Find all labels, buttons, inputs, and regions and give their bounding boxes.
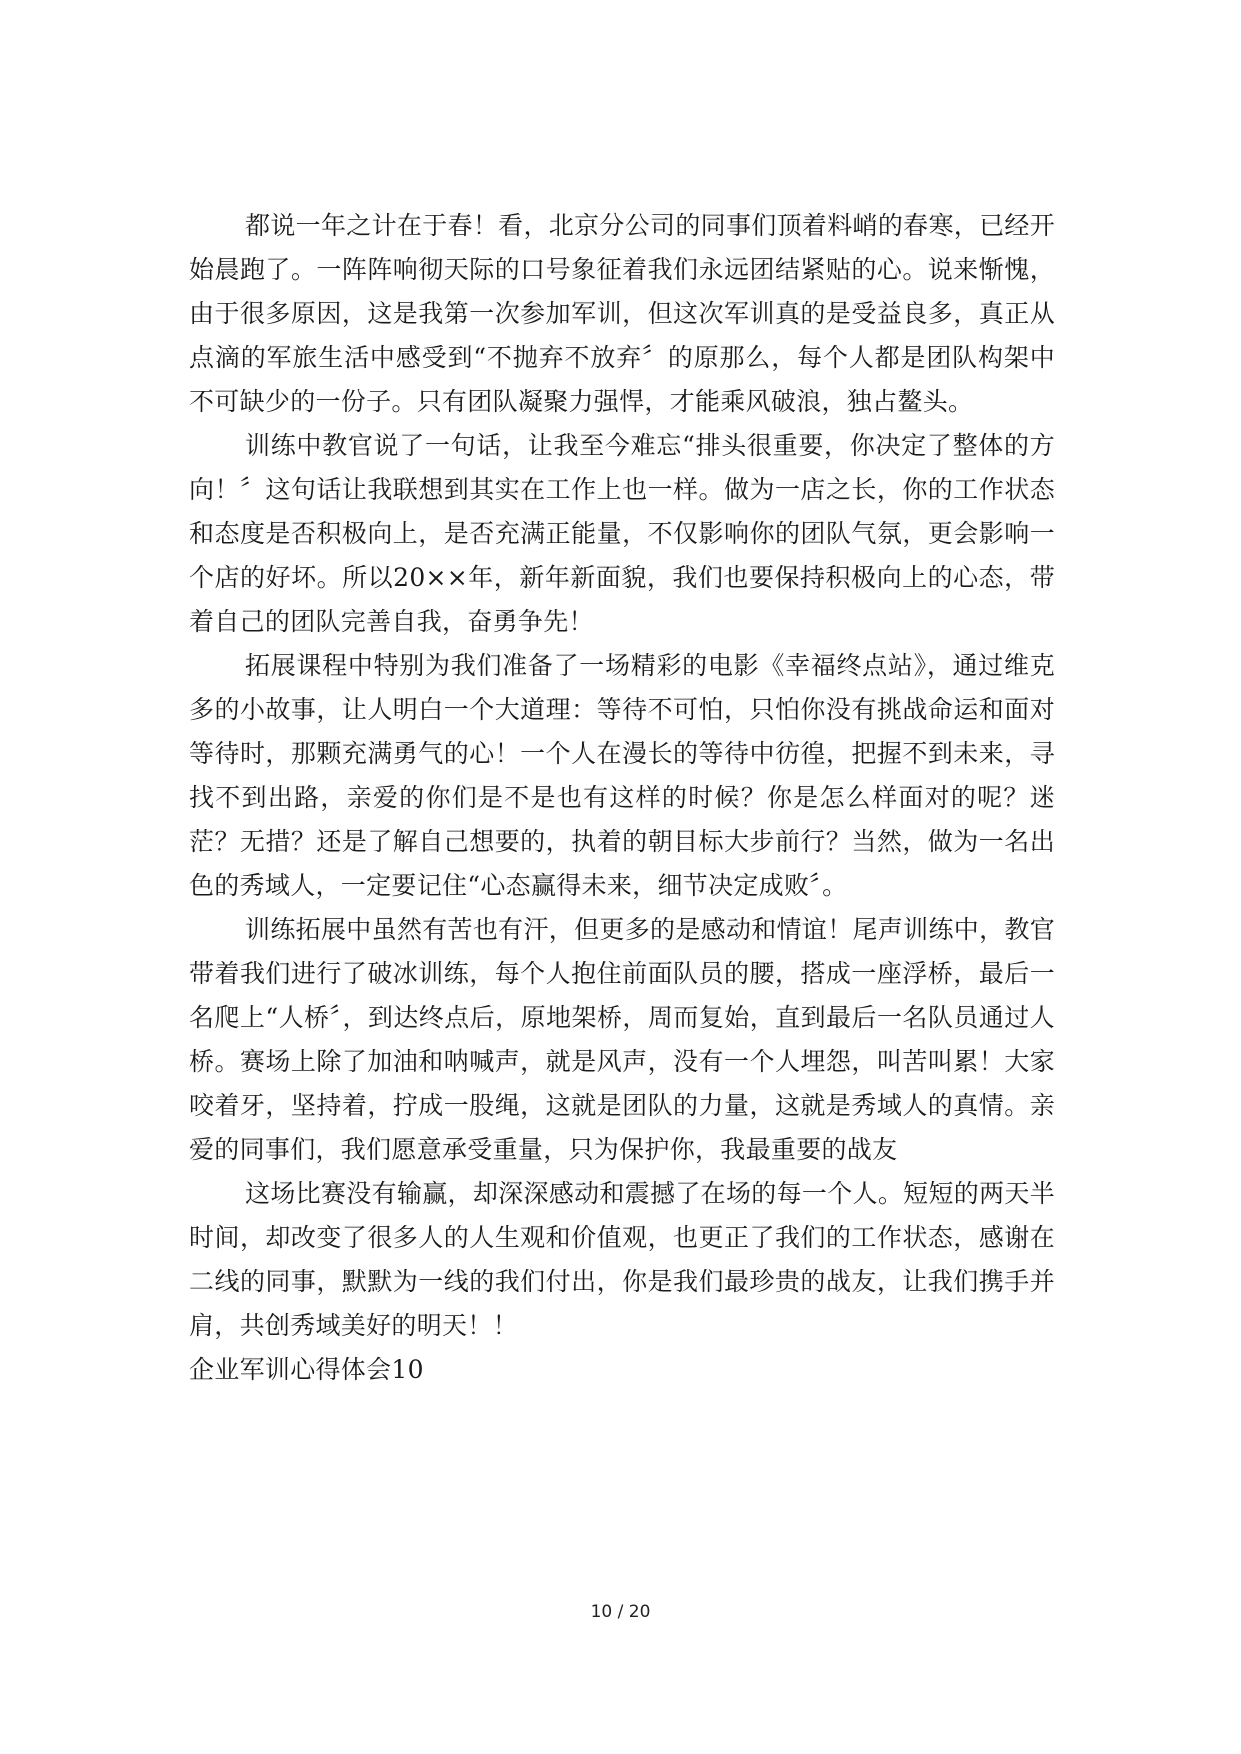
paragraph-3: 拓展课程中特别为我们准备了一场精彩的电影《幸福终点站》，通过维克多的小故事，让人明白一个大道理：等待不可怕，只怕你没有挑战命运和面对等待时，那颗充满勇气的心！一个人在漫长的等待中彷徨，把握不到未来，寻找不到出路，亲爱的你们是不是也有这样的时候？你是怎么样面对的呢？迷茫？无措？还是了解自己想要的，执着的朝目标大步前行？当然，做为一名出色的秀域人，一定要记住“心态赢得未来，细节决定成败〞。 <box>189 651 1055 900</box>
section-heading: 企业军训心得体会10 <box>189 1355 424 1384</box>
paragraph-5: 这场比赛没有输赢，却深深感动和震撼了在场的每一个人。短短的两天半时间，却改变了很多人的人生观和价值观，也更正了我们的工作状态，感谢在二线的同事，默默为一线的我们付出，你是我们最珍贵的战友，让我们携手并肩，共创秀域美好的明天！！ <box>189 1179 1055 1340</box>
page-number: 10 / 20 <box>590 1602 651 1622</box>
document-body <box>189 204 1055 1392</box>
paragraph-2: 训练中教官说了一句话，让我至今难忘“排头很重要，你决定了整体的方向！〞这句话让我联想到其实在工作上也一样。做为一店之长，你的工作状态和态度是否积极向上，是否充满正能量，不仅影响你的团队气氛，更会影响一个店的好坏。所以20××年，新年新面貌，我们也要保持积极向上的心态，带着自己的团队完善自我，奋勇争先！ <box>189 431 1055 636</box>
paragraph-4: 训练拓展中虽然有苦也有汗，但更多的是感动和情谊！尾声训练中，教官带着我们进行了破冰训练，每个人抱住前面队员的腰，搭成一座浮桥，最后一名爬上“人桥〞，到达终点后，原地架桥，周而复始，直到最后一名队员通过人桥。赛场上除了加油和呐喊声，就是风声，没有一个人埋怨，叫苦叫累！大家咬着牙，坚持着，拧成一股绳，这就是团队的力量，这就是秀域人的真情。亲爱的同事们，我们愿意承受重量，只为保护你，我最重要的战友 <box>189 915 1055 1164</box>
paragraph-1: 都说一年之计在于春！看，北京分公司的同事们顶着料峭的春寒，已经开始晨跑了。一阵阵响彻天际的口号象征着我们永远团结紧贴的心。说来惭愧，由于很多原因，这是我第一次参加军训，但这次军训真的是受益良多，真正从点滴的军旅生活中感受到“不抛弃不放弃〞的原那么，每个人都是团队构架中不可缺少的一份子。只有团队凝聚力强悍，才能乘风破浪，独占鳌头。 <box>189 211 1055 416</box>
